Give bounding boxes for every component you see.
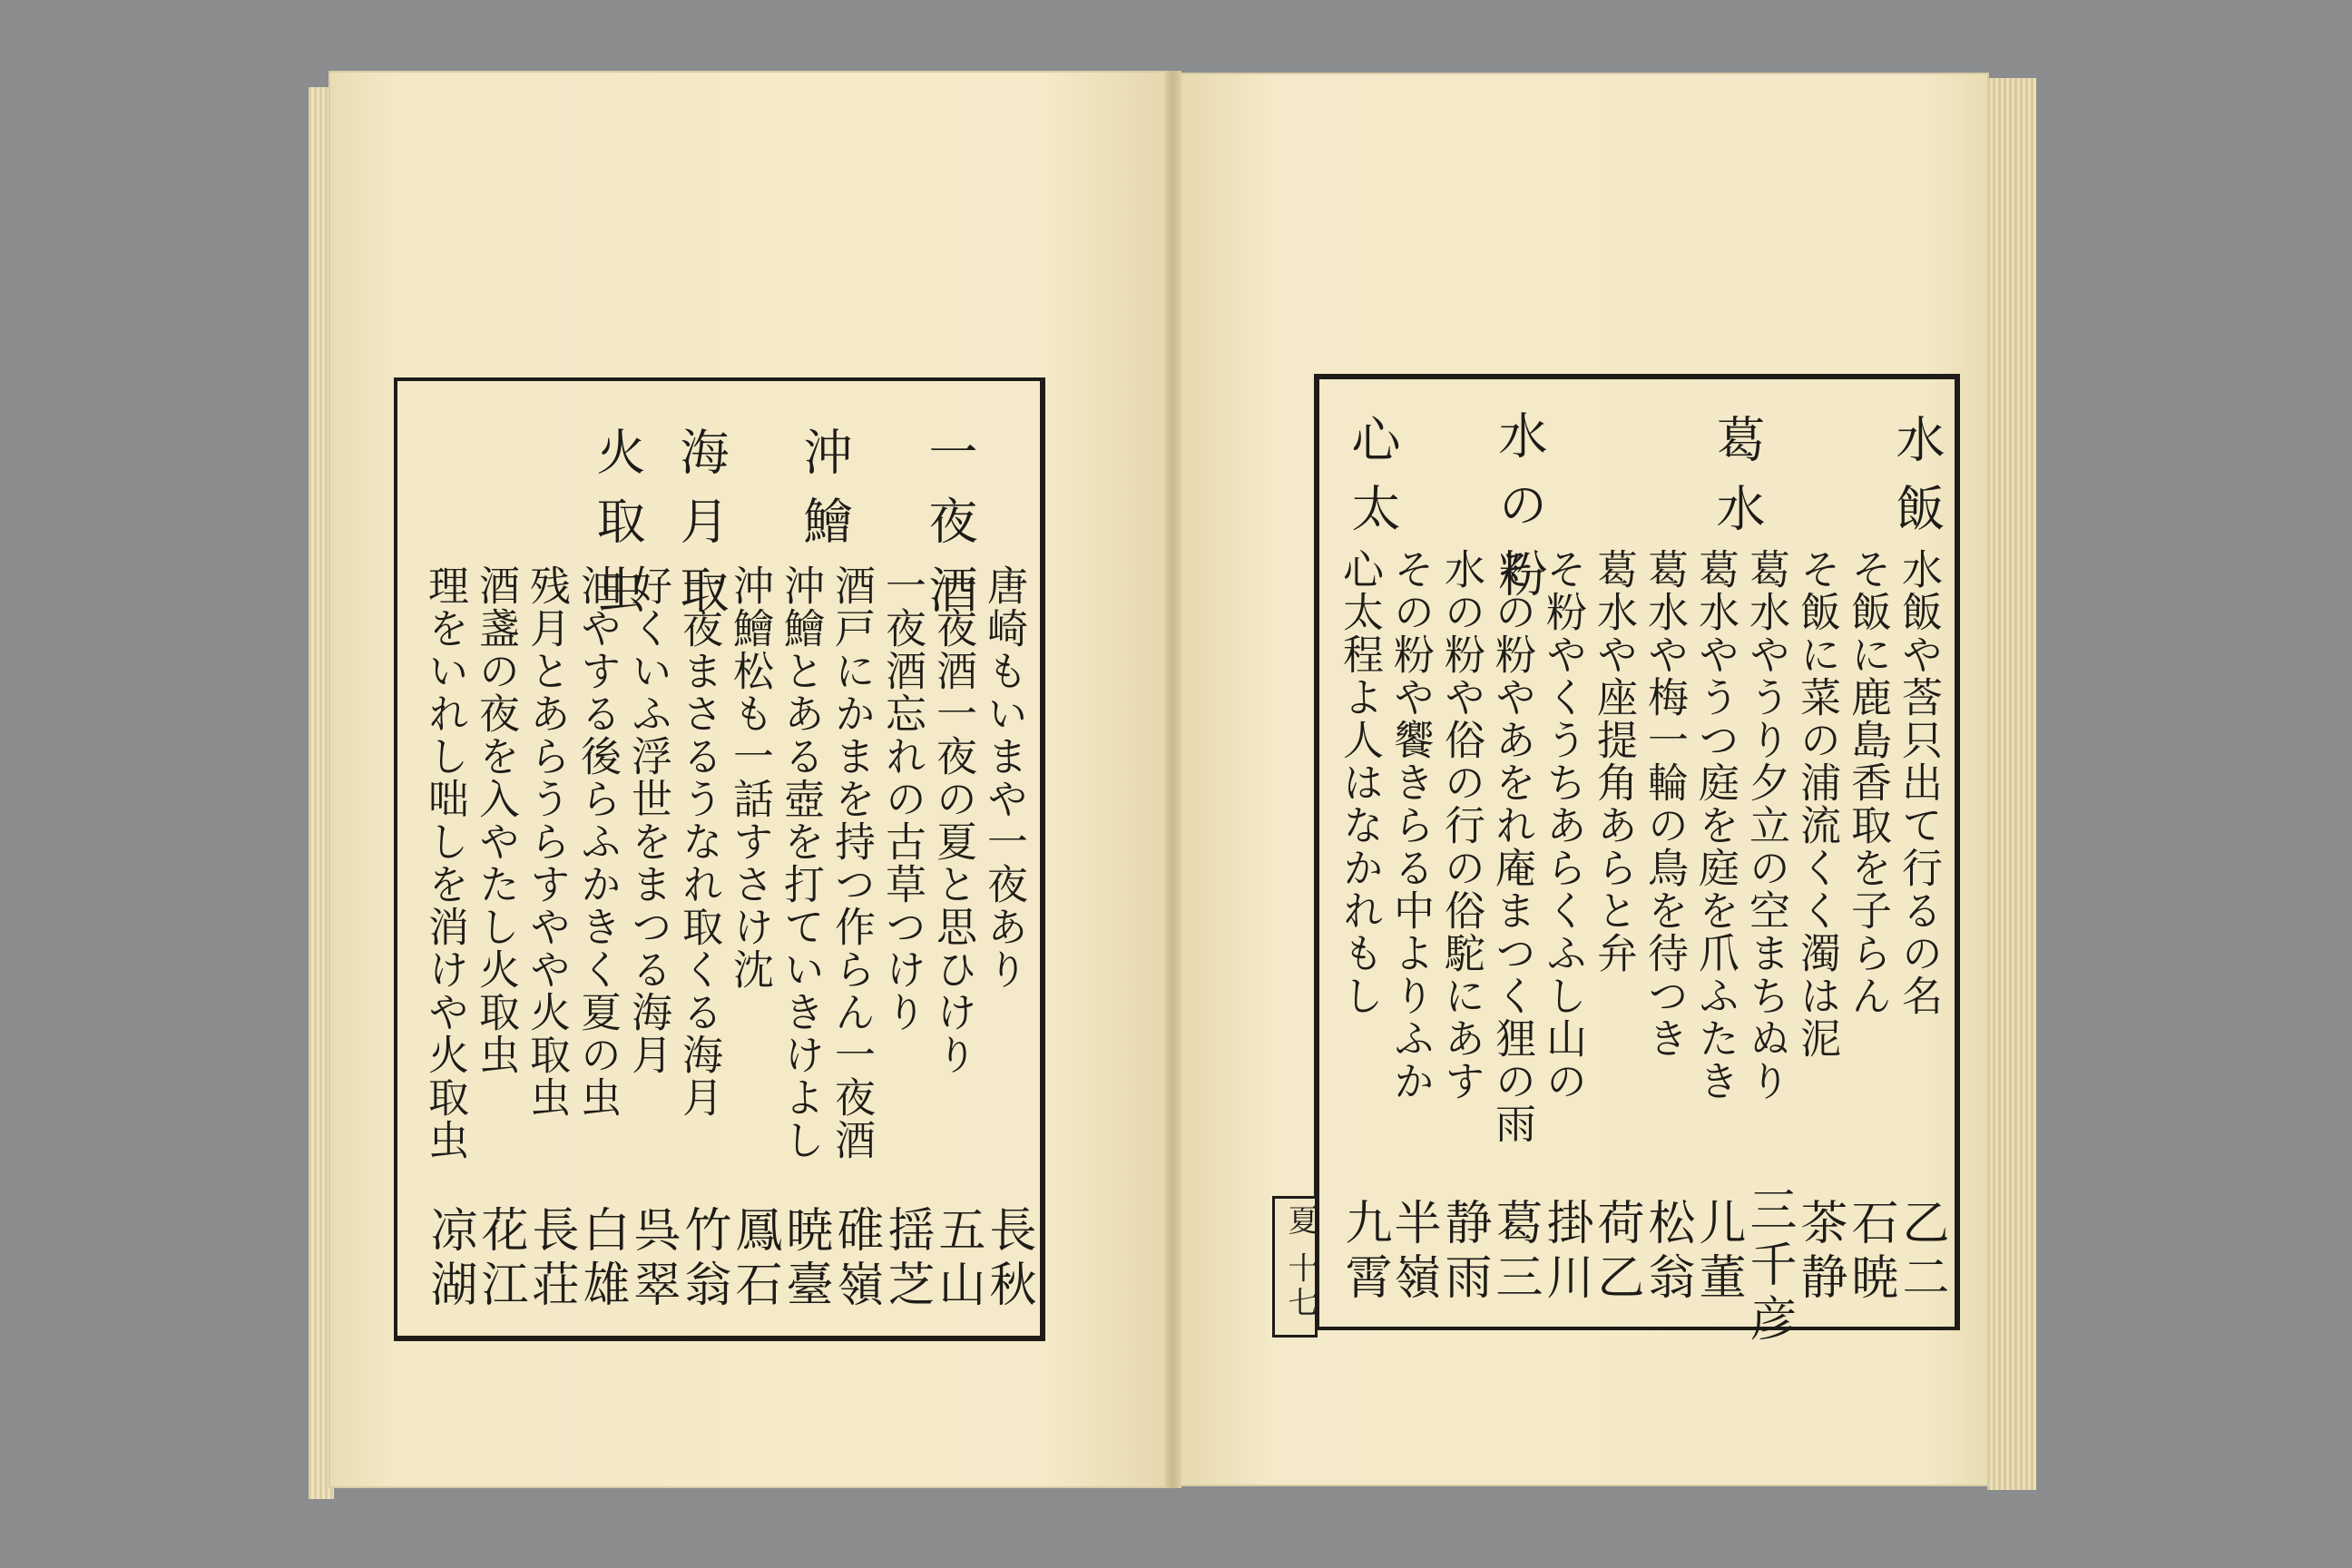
haiku-line: 一夜まさるうなれ取くる海月 <box>675 564 723 1119</box>
haiku-line: 好くいふ浮世をまつる海月 <box>624 564 672 1076</box>
season-word: 葛水 <box>1709 414 1766 552</box>
haiku-line: 酒盞の夜を入やたし火取虫 <box>472 564 520 1076</box>
haiku-line: 水の粉や俗の行の俗駝にあす <box>1437 548 1485 1102</box>
haiku-line: 油やする後らふかきく夏の虫 <box>573 564 622 1119</box>
poet-name: 白雄 <box>574 1205 629 1314</box>
poet-name: 石暁 <box>1843 1198 1897 1307</box>
haiku-line: そ飯に鹿島香取を子らん <box>1844 548 1892 1017</box>
poet-name: 暁臺 <box>778 1205 832 1314</box>
haiku-line: 酒戸にかまを持つ作らん一夜酒 <box>828 564 876 1161</box>
haiku-line: 残月とあらうらすやや火取虫 <box>523 564 571 1119</box>
poet-name: 松翁 <box>1640 1198 1694 1307</box>
poet-name: 九霄 <box>1337 1198 1391 1307</box>
haiku-line: 理をいれし咄しを消けや火取虫 <box>421 564 469 1161</box>
folio-tab <box>1272 1196 1318 1338</box>
haiku-line: その粉やあをれ庵まつく狸の雨 <box>1488 548 1536 1145</box>
haiku-line: 水飯や莟只出て行るの名 <box>1895 548 1943 1017</box>
poet-name: 茶静 <box>1792 1198 1847 1307</box>
poet-name: 凉湖 <box>422 1205 476 1314</box>
poet-name: 竹翁 <box>676 1205 730 1314</box>
haiku-line: 唐崎もいまや一夜あり <box>980 564 1028 991</box>
season-word: 一夜酒 <box>921 426 978 633</box>
season-word: 心太 <box>1344 414 1401 552</box>
poet-name: 碓嶺 <box>828 1205 883 1314</box>
poet-name: 三千彦 <box>1741 1185 1796 1348</box>
haiku-line: 葛水や座提角あらと弁 <box>1590 548 1638 975</box>
poet-name: 呉翠 <box>625 1205 680 1314</box>
haiku-line: 葛水やうり夕立の空まちぬり <box>1742 548 1790 1102</box>
season-word: 火取虫 <box>589 426 646 633</box>
poet-name: 乙二 <box>1894 1198 1948 1307</box>
season-word: 水飯 <box>1888 414 1945 552</box>
poet-name: 掛川 <box>1538 1198 1592 1307</box>
book-gutter <box>1165 71 1181 1488</box>
poet-name: 長秋 <box>981 1205 1035 1314</box>
poet-name: 荷乙 <box>1589 1198 1643 1307</box>
poet-name: 揺芝 <box>879 1205 934 1314</box>
poet-name: 葛三 <box>1487 1198 1542 1307</box>
poet-name: 五山 <box>930 1205 985 1314</box>
season-word: 海月取 <box>672 426 730 633</box>
haiku-line: そ飯に菜の浦流くく濁は泥 <box>1793 548 1841 1060</box>
poet-name: 花江 <box>473 1205 527 1314</box>
haiku-line: その粉や饗きらる中よりふか <box>1387 548 1435 1102</box>
haiku-line: 一夜酒忘れの古草つけり <box>878 564 926 1034</box>
poet-name: 儿董 <box>1690 1198 1745 1307</box>
haiku-line: 心太程よ人はなかれもし <box>1336 548 1384 1017</box>
season-word: 水の粉 <box>1491 410 1548 617</box>
poet-name: 鳳石 <box>727 1205 781 1314</box>
poet-name: 静雨 <box>1436 1198 1491 1307</box>
haiku-line: 沖鱠松も一話すさけ沈 <box>726 564 774 991</box>
folio-number: 夏 十七 <box>1282 1204 1318 1321</box>
poet-name: 長荘 <box>524 1205 578 1314</box>
poet-name: 半嶺 <box>1386 1198 1440 1307</box>
season-word: 沖鱠 <box>796 426 853 564</box>
haiku-line: 葛水やうつ庭を庭を爪ふたき <box>1691 548 1740 1102</box>
haiku-line: 葛水や梅一輪の鳥を待つき <box>1641 548 1689 1060</box>
haiku-line: 沖鱠とある壺を打ていきけよし <box>777 564 825 1161</box>
haiku-line: 一夜酒一夜の夏と思ひけり <box>929 564 977 1076</box>
page-edge-right <box>1987 78 2036 1490</box>
haiku-line: そ粉やくうちあらくふし山の <box>1539 548 1587 1102</box>
